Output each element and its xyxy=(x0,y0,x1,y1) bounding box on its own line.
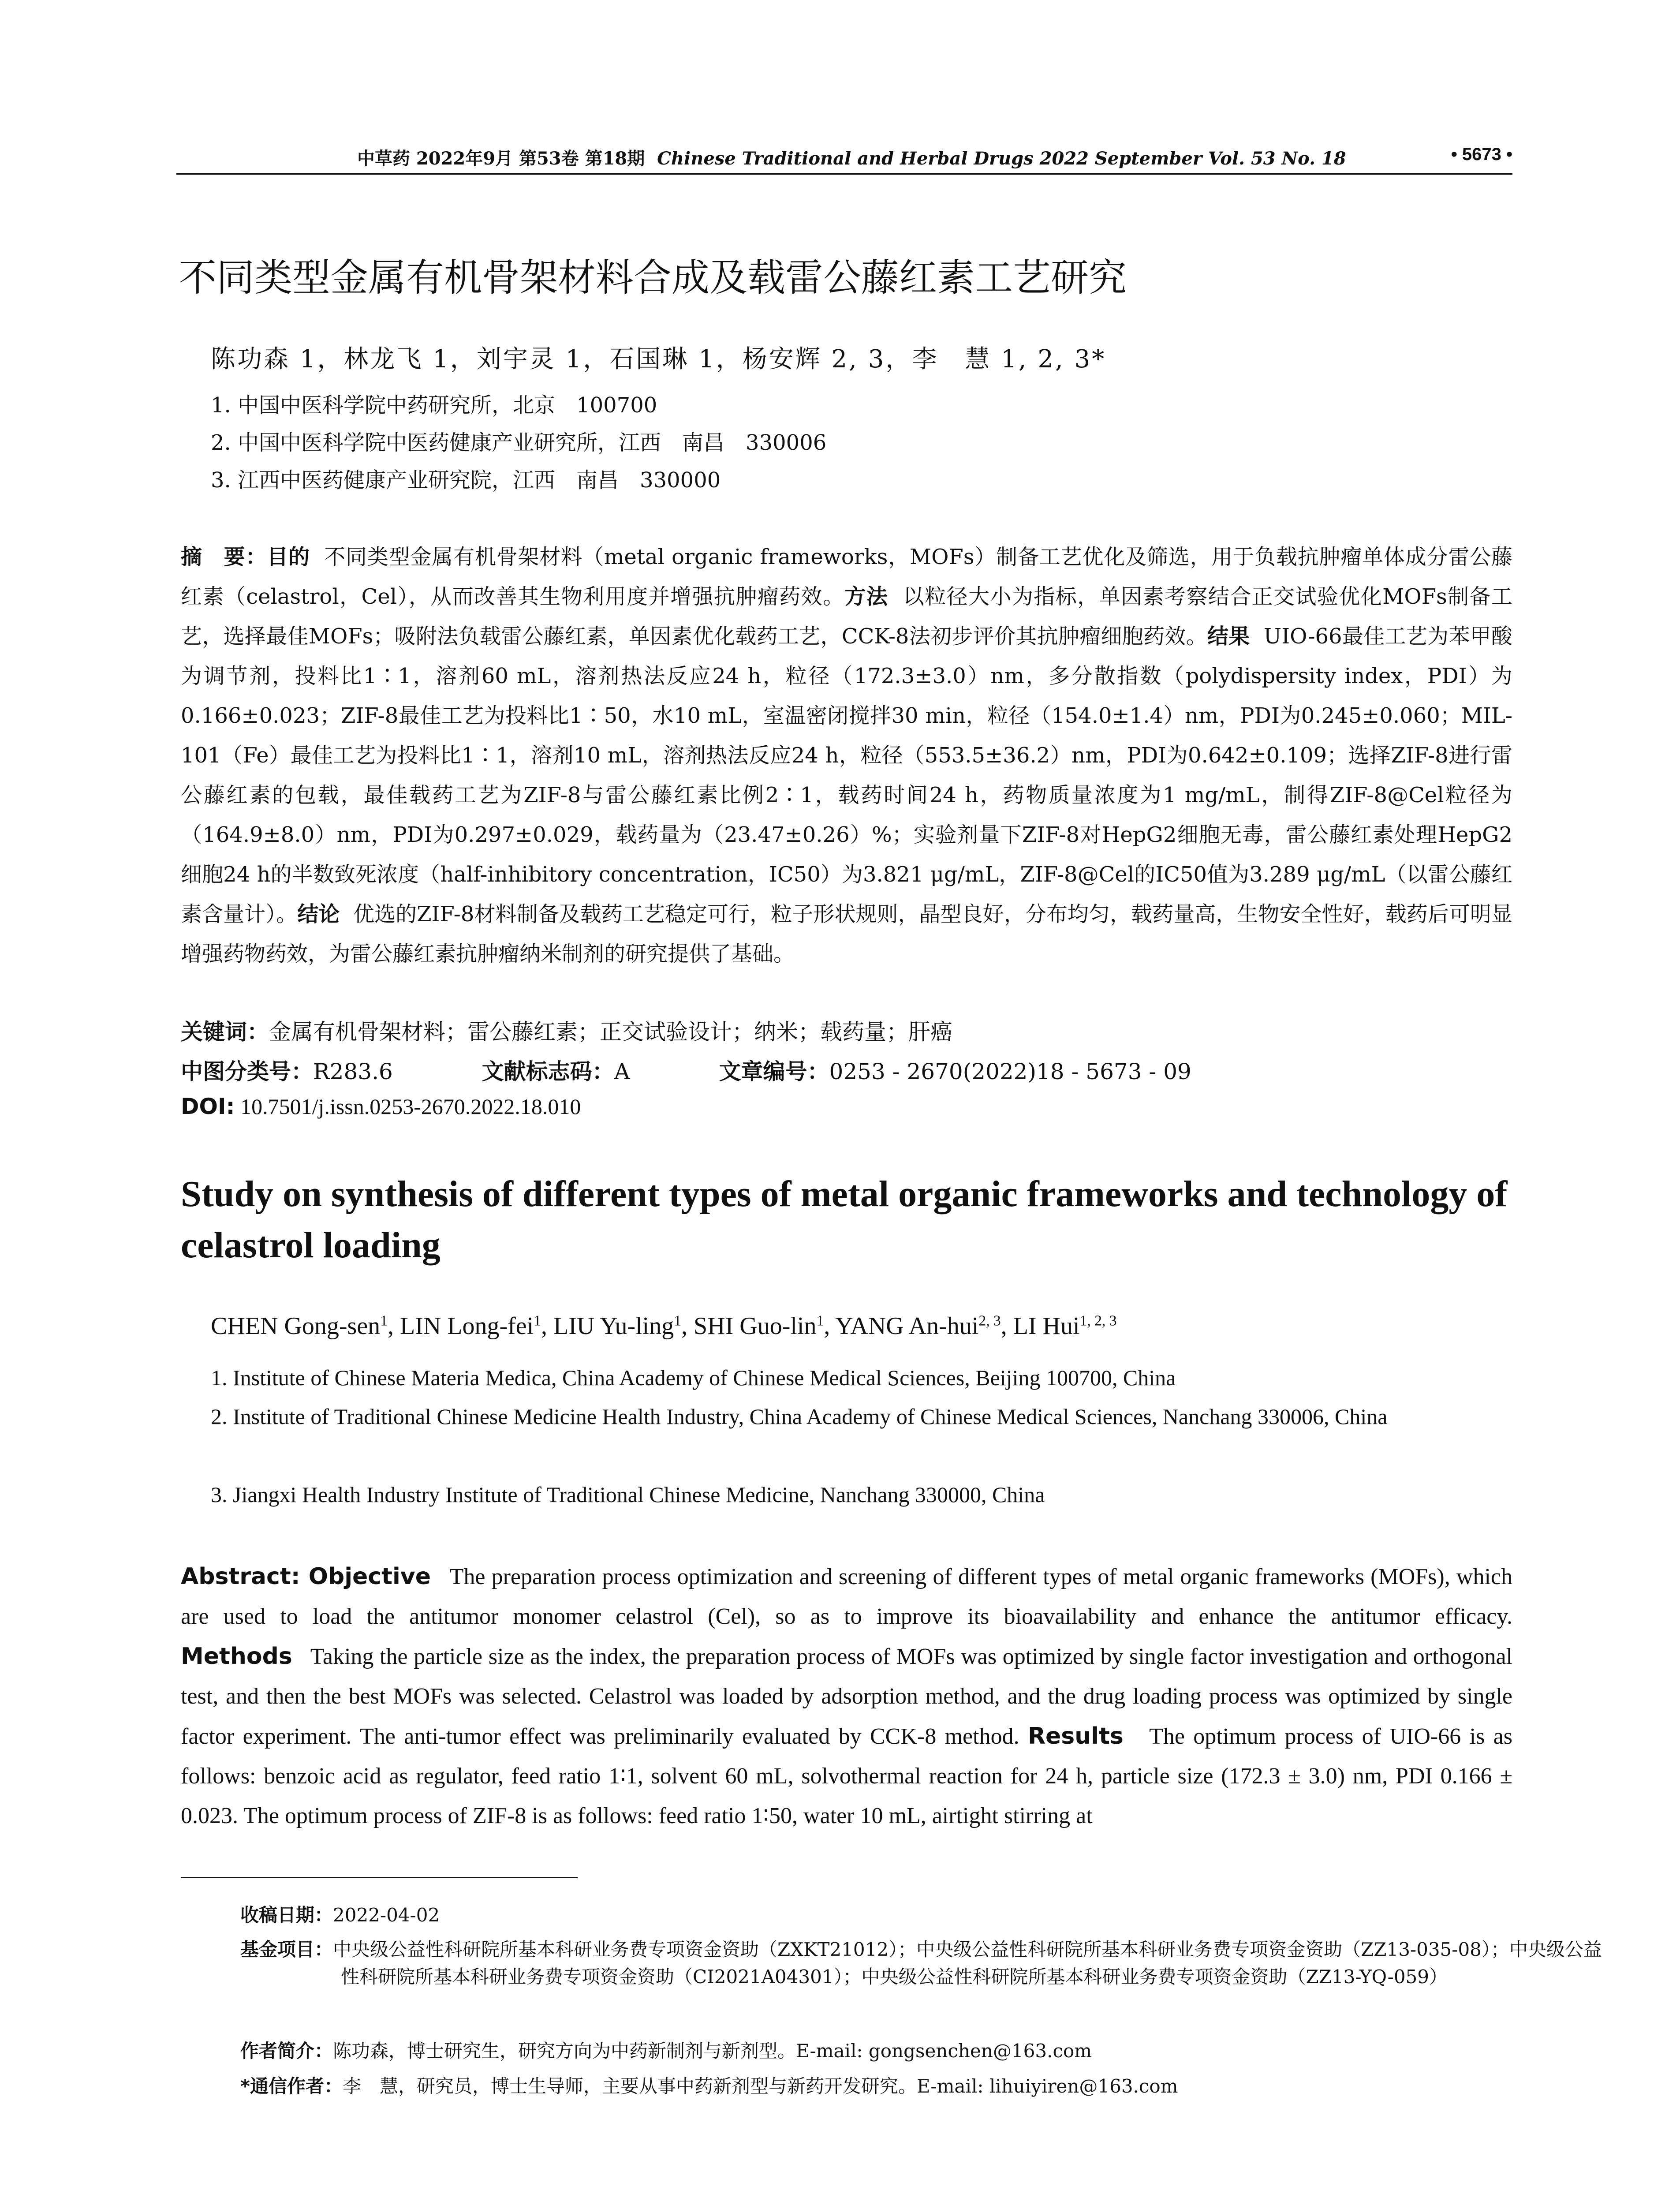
cn-keywords-text: 金属有机骨架材料；雷公藤红素；正交试验设计；纳米；载药量；肝癌 xyxy=(269,1019,952,1045)
article-no-value: 0253 - 2670(2022)18 - 5673 - 09 xyxy=(829,1059,1191,1084)
en-objective-label: Abstract: Objective xyxy=(181,1563,431,1590)
cn-abstract xyxy=(181,537,1512,974)
doc-code-label: 文献标志码： xyxy=(482,1059,614,1084)
article-no-label: 文章编号： xyxy=(719,1059,829,1084)
cn-affiliation-3: 3. 江西中医药健康产业研究院，江西 南昌 330000 xyxy=(211,468,721,493)
cn-objective-label: 目的 xyxy=(267,545,310,569)
header-divider xyxy=(176,173,1512,175)
clc-value: R283.6 xyxy=(313,1059,393,1084)
en-affiliation-1: 1. Institute of Chinese Materia Medica, China Academy of Chinese Medical Sciences, Beijing 100700, China xyxy=(211,1365,1176,1390)
doi-label: DOI: xyxy=(181,1094,235,1119)
doi-line xyxy=(181,1094,581,1119)
cn-methods-text: 以粒径大小为指标，单因素考察结合正交试验优化MOFs制备工艺，选择最佳MOFs；吸附法负载雷公藤红素，单因素优化载药工艺，CCK-8法初步评价其抗肿瘤细胞药效。 xyxy=(181,584,1512,649)
running-header xyxy=(176,142,1512,168)
cn-conclusion-text: 优选的ZIF-8材料制备及载药工艺稳定可行，粒子形状规则，晶型良好，分布均匀，载药量高，生物安全性好，载药后可明显增强药物药效，为雷公藤红素抗肿瘤纳米制剂的研究提供了基础。 xyxy=(181,902,1512,966)
cn-results-text: UIO-66最佳工艺为苯甲酸为调节剂，投料比1∶1，溶剂60 mL，溶剂热法反应24 h，粒径（172.3±3.0）nm，多分散指数（polydispersity index，PDI）为0.166±0.023；ZIF-8最佳工艺为投料比1∶50，水10 mL，室温密闭搅拌30 min，粒径（154.0±1.4）nm，PDI为0.245±0.060；MIL-101（Fe）最佳工艺为投料比1∶1，溶剂10 mL，溶剂热法反应24 h，粒径（553.5±36.2）nm，PDI为0.642±0.109；选择ZIF-8进行雷公藤红素的包载，最佳载药工艺为ZIF-8与雷公藤红素比例2∶1，载药时间24 h，药物质量浓度为1 mg/mL，制得ZIF-8@Cel粒径为（164.9±8.0）nm，PDI为0.297±0.029，载药量为（23.47±0.26）%；实验剂量下ZIF-8对HepG2细胞无毒，雷公藤红素处理HepG2细胞24 h的半数致死浓度（half-inhibitory concentration，IC50）为3.821 μg/mL，ZIF-8@Cel的IC50值为3.289 μg/mL（以雷公藤红素含量计）。 xyxy=(181,624,1512,927)
cn-objective-text: 不同类型金属有机骨架材料（metal organic frameworks，MOFs）制备工艺优化及筛选，用于负载抗肿瘤单体成分雷公藤红素（celastrol，Cel），从而改善其生物利用度并增强抗肿瘤药效。 xyxy=(181,545,1513,609)
received-date: 2022-04-02 xyxy=(333,1904,440,1926)
cn-keywords-label: 关键词： xyxy=(181,1019,269,1045)
cn-results-label: 结果 xyxy=(1207,624,1250,649)
en-article-title: Study on synthesis of different types of metal organic frameworks and technology of celastrol loading xyxy=(181,1174,1508,1266)
footnote-divider xyxy=(181,1877,578,1878)
en-affiliation-3: 3. Jiangxi Health Industry Institute of Traditional Chinese Medicine, Nanchang 330000, China xyxy=(211,1482,1045,1507)
footnote-fund xyxy=(240,1936,1611,1991)
author-bio-text: 陈功森，博士研究生，研究方向为中药新制剂与新剂型。E-mail: gongsenchen@163.com xyxy=(333,2040,1092,2062)
en-results-label: Results xyxy=(1027,1723,1124,1749)
cn-article-title: 不同类型金属有机骨架材料合成及载雷公藤红素工艺研究 xyxy=(179,256,1127,300)
en-affiliation-2: 2. Institute of Traditional Chinese Medicine Health Industry, China Academy of Chinese Medical Sciences, Nanchang 330006, China xyxy=(211,1404,1388,1429)
doc-code-value: A xyxy=(614,1059,630,1084)
clc-label: 中图分类号： xyxy=(181,1059,313,1084)
received-label: 收稿日期： xyxy=(240,1904,333,1926)
footnote-corresponding xyxy=(240,2073,1510,2100)
cn-methods-label: 方法 xyxy=(844,584,889,609)
en-results-text: The optimum process of UIO-66 is as follows: benzoic acid as regulator, feed ratio 1∶1, solvent 60 mL, solvothermal reaction for 24 h, particle size (172.3 ± 3.0) nm, PDI 0.166 ± 0.023. The optimum process of ZIF-8 is as follows: feed ratio 1∶50, water 10 mL, airtight stirring at xyxy=(181,1724,1513,1828)
cn-abstract-label: 摘 要： xyxy=(181,545,267,569)
en-author-list: CHEN Gong-sen$^1$, LIN Long-fei$^1$, LIU Yu-ling$^1$, SHI Guo-lin$^1$, YANG An-hui$^{2, 3}$, LI Hui$^{1, 2, 3}$ xyxy=(211,1312,1117,1340)
corresponding-text: 李 慧，研究员，博士生导师，主要从事中药新剂型与新药开发研究。E-mail: lihuiyiren@163.com xyxy=(342,2075,1178,2097)
en-abstract xyxy=(181,1557,1512,1836)
corresponding-label: *通信作者： xyxy=(240,2075,343,2097)
cn-conclusion-label: 结论 xyxy=(297,902,340,927)
cn-author-list: 陈功森 1，林龙飞 1，刘宇灵 1，石国琳 1，杨安辉 2, 3，李 慧 1, 2, 3* xyxy=(211,345,1106,374)
journal-header-en: Chinese Traditional and Herbal Drugs 2022 September Vol. 53 No. 18 xyxy=(657,148,1346,169)
footnote-author xyxy=(240,2037,1510,2065)
en-objective-text: The preparation process optimization and screening of different types of metal organic frameworks (MOFs), which are used to load the antitumor monomer celastrol (Cel), so as to improve its bioavailability and enhance the antitumor efficacy. xyxy=(181,1564,1513,1629)
author-bio-label: 作者简介： xyxy=(240,2040,333,2062)
cn-keywords xyxy=(181,1014,952,1046)
journal-header xyxy=(357,145,1346,170)
en-methods-label: Methods xyxy=(181,1643,292,1670)
doi-value: 10.7501/j.issn.0253-2670.2022.18.010 xyxy=(240,1094,581,1119)
page-number: • 5673 • xyxy=(1451,145,1512,164)
en-methods-text: Taking the particle size as the index, the preparation process of MOFs was optimized by single factor investigation and orthogonal test, and then the best MOFs was selected. Celastrol was loaded by adsorption method, and the drug loading process was optimized by single factor experiment. The anti-tumor effect was preliminarily evaluated by CCK-8 method. xyxy=(181,1644,1512,1749)
cn-affiliation-2: 2. 中国中医科学院中医药健康产业研究所，江西 南昌 330006 xyxy=(211,430,827,455)
fund-text: 中央级公益性科研院所基本科研业务费专项资金资助（ZXKT21012）；中央级公益性科研院所基本科研业务费专项资金资助（ZZ13-035-08）；中央级公益性科研院所基本科研业务费专项资金资助（CI2021A04301）；中央级公益性科研院所基本科研业务费专项资金资助（ZZ13-YQ-059） xyxy=(333,1939,1602,1988)
journal-header-cn: 中草药 2022年9月 第53卷 第18期 xyxy=(357,148,645,169)
cn-affiliation-1: 1. 中国中医科学院中药研究所，北京 100700 xyxy=(211,393,657,418)
cn-classification-line xyxy=(181,1054,1191,1086)
footnote-received xyxy=(240,1902,1510,1929)
fund-label: 基金项目： xyxy=(240,1939,333,1960)
